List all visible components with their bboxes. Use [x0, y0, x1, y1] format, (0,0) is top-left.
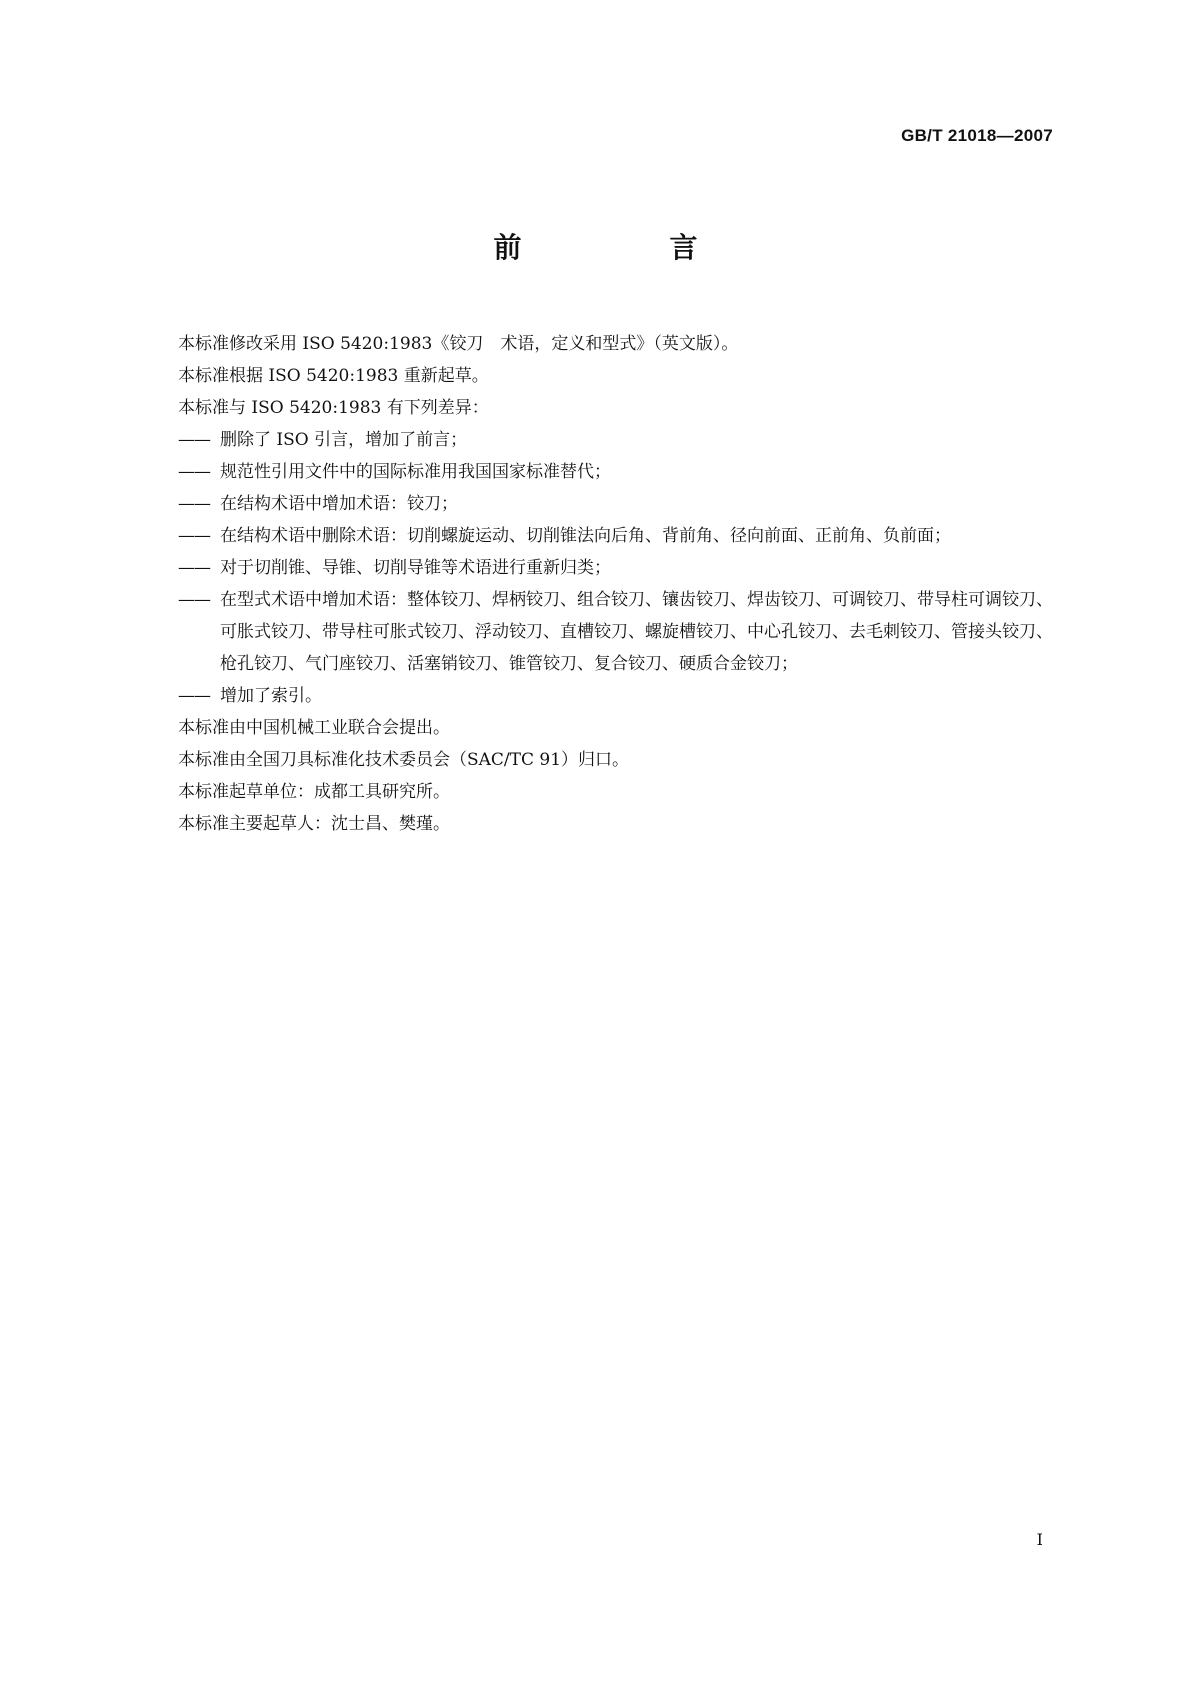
paragraph-drafters: 本标准主要起草人：沈士昌、樊瑾。: [178, 814, 450, 834]
foreword-body: [178, 328, 1053, 840]
list-item-text: 对于切削锥、导锥、切削导锥等术语进行重新归类；: [220, 558, 611, 578]
list-item: [178, 424, 1053, 456]
standard-number: GB/T 21018—2007: [901, 126, 1053, 145]
list-item: [178, 456, 1053, 488]
paragraph-drafting-unit: 本标准起草单位：成都工具研究所。: [178, 782, 450, 802]
list-item: [178, 584, 1053, 680]
paragraph-proposed-by: 本标准由中国机械工业联合会提出。: [178, 718, 450, 738]
list-item-text: 删除了 ISO 引言，增加了前言；: [220, 430, 468, 450]
list-dash: ——: [178, 686, 210, 706]
list-dash: ——: [178, 462, 210, 482]
list-item: [178, 680, 1053, 712]
paragraph-differences-intro: 本标准与 ISO 5420:1983 有下列差异：: [178, 398, 489, 418]
list-dash: ——: [178, 558, 210, 578]
list-item-text: 在结构术语中删除术语：切削螺旋运动、切削锥法向后角、背前角、径向前面、正前角、负前面；: [220, 526, 951, 546]
list-item: [178, 520, 1053, 552]
list-dash: ——: [178, 494, 210, 514]
page-number: I: [1036, 1530, 1043, 1549]
paragraph-under-jurisdiction: 本标准由全国刀具标准化技术委员会（SAC/TC 91）归口。: [178, 750, 630, 770]
list-dash: ——: [178, 590, 210, 610]
list-item: [178, 552, 1053, 584]
list-dash: ——: [178, 526, 210, 546]
list-item-text: 在结构术语中增加术语：铰刀；: [220, 494, 458, 514]
list-item: [178, 488, 1053, 520]
list-item-text: 增加了索引。: [220, 686, 322, 706]
list-item-text: 在型式术语中增加术语：整体铰刀、焊柄铰刀、组合铰刀、镶齿铰刀、焊齿铰刀、可调铰刀、带导柱可调铰刀、可胀式铰刀、带导柱可胀式铰刀、浮动铰刀、直槽铰刀、螺旋槽铰刀、中心孔铰刀、去毛刺铰刀、管接头铰刀、枪孔铰刀、气门座铰刀、活塞销铰刀、锥管铰刀、复合铰刀、硬质合金铰刀；: [220, 590, 1053, 674]
page-title: 前 言: [493, 231, 758, 264]
paragraph-redrafted: 本标准根据 ISO 5420:1983 重新起草。: [178, 366, 489, 386]
list-item-text: 规范性引用文件中的国际标准用我国国家标准替代；: [220, 462, 611, 482]
paragraph-adoption: 本标准修改采用 ISO 5420:1983《铰刀 术语，定义和型式》（英文版）。: [178, 334, 739, 354]
list-dash: ——: [178, 430, 210, 450]
